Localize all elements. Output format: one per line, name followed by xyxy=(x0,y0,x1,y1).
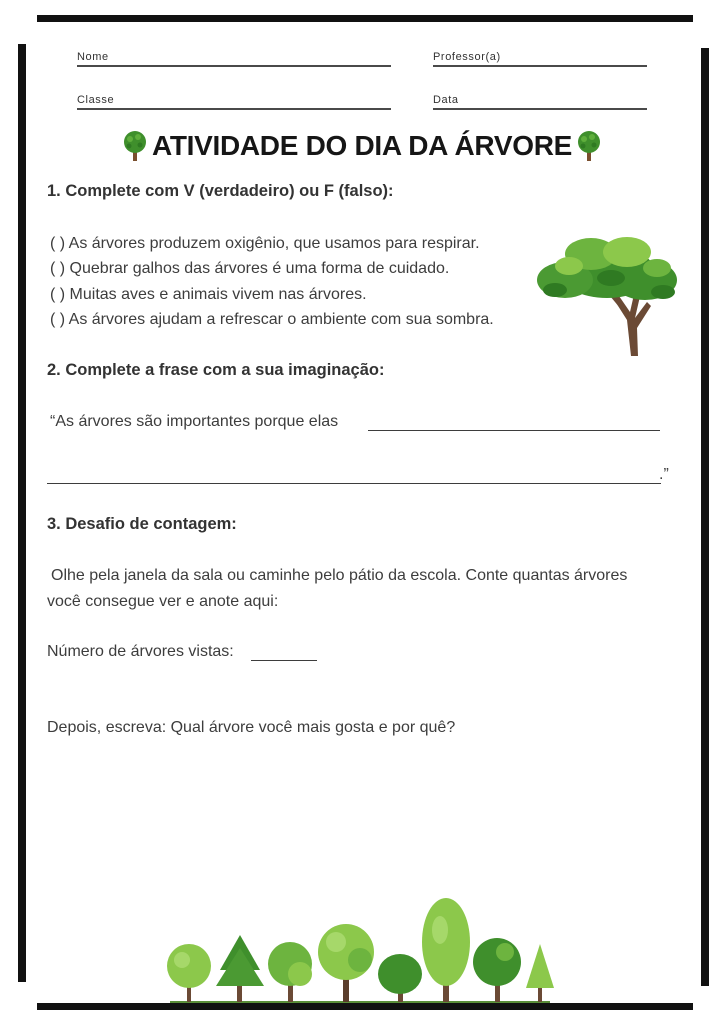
professor-label: Professor(a) xyxy=(433,51,501,63)
nome-label: Nome xyxy=(77,51,109,63)
tree-row-illustration xyxy=(160,890,560,1005)
right-border-bar xyxy=(701,48,709,986)
section2-heading: 2. Complete a frase com a sua imaginação: xyxy=(47,361,385,379)
data-field[interactable] xyxy=(433,90,647,108)
count-label: Número de árvores vistas: xyxy=(47,643,234,660)
left-border-bar xyxy=(18,44,26,982)
nome-line xyxy=(77,65,391,67)
true-false-item-3: ( ) Muitas aves e animais vivem nas árvores. xyxy=(50,286,367,303)
data-line xyxy=(433,108,647,110)
section3-paragraph-line2: você consegue ver e anote aqui: xyxy=(47,593,279,610)
sentence-blank-line-2[interactable] xyxy=(47,483,661,484)
professor-line xyxy=(433,65,647,67)
top-border-bar xyxy=(37,15,693,22)
classe-label: Classe xyxy=(77,94,115,106)
sentence-blank-line-1[interactable] xyxy=(368,430,660,431)
true-false-item-2: ( ) Quebrar galhos das árvores é uma forma de cuidado. xyxy=(50,260,450,277)
classe-line xyxy=(77,108,391,110)
tree-emoji-icon-right xyxy=(574,130,604,162)
sentence-start: “As árvores são importantes porque elas xyxy=(50,413,339,430)
section1-heading: 1. Complete com V (verdadeiro) ou F (falso): xyxy=(47,182,394,200)
classe-field[interactable] xyxy=(77,90,391,108)
true-false-item-4: ( ) As árvores ajudam a refrescar o ambiente com sua sombra. xyxy=(50,311,494,328)
section3-paragraph-line1: Olhe pela janela da sala ou caminhe pelo pátio da escola. Conte quantas árvores xyxy=(51,567,628,584)
title-text: ATIVIDADE DO DIA DA ÁRVORE xyxy=(151,130,572,161)
section3-heading: 3. Desafio de contagem: xyxy=(47,515,237,533)
professor-field[interactable] xyxy=(433,47,647,65)
count-blank-line[interactable] xyxy=(251,660,317,661)
large-tree-illustration xyxy=(535,230,680,358)
favorite-tree-question: Depois, escreva: Qual árvore você mais gosta e por quê? xyxy=(47,719,456,736)
tree-emoji-icon xyxy=(120,130,150,162)
nome-field[interactable] xyxy=(77,47,391,65)
page-title xyxy=(0,130,724,162)
sentence-closing: .” xyxy=(659,466,669,483)
true-false-item-1: ( ) As árvores produzem oxigênio, que usamos para respirar. xyxy=(50,235,480,252)
data-label: Data xyxy=(433,94,459,106)
